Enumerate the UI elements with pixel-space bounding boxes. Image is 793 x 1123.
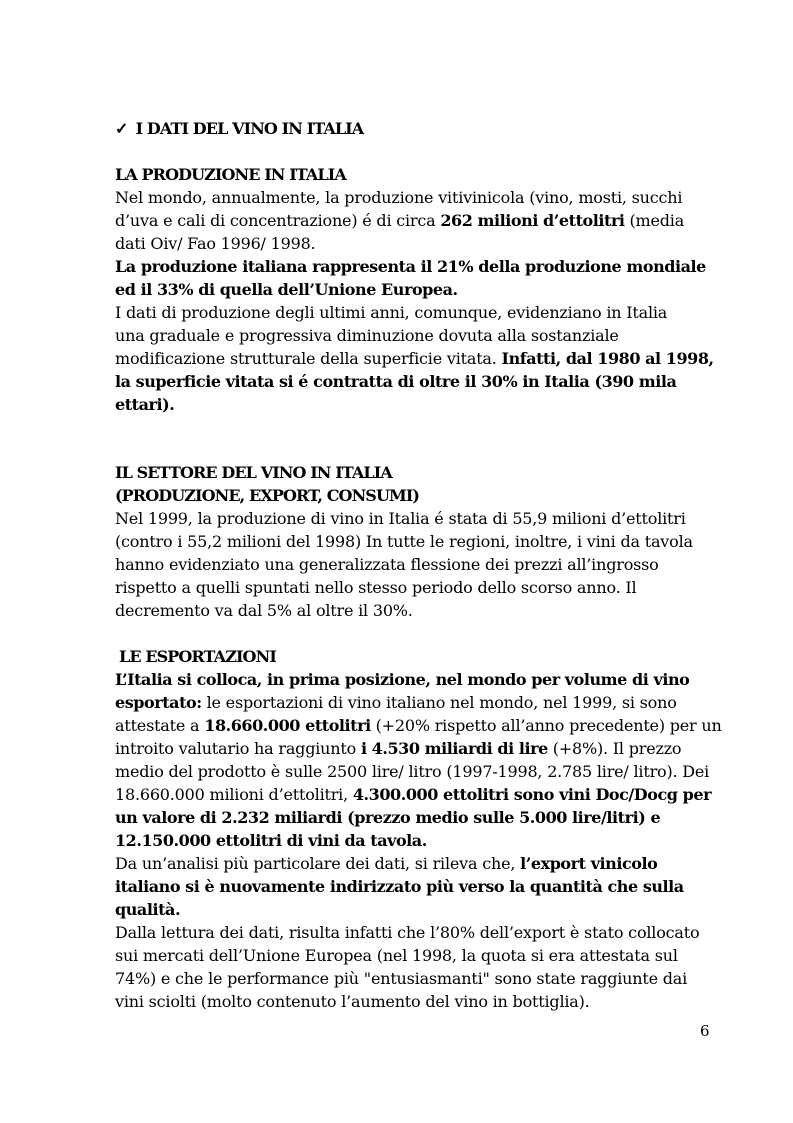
text-line: hanno evidenziato una generalizzata flessione dei prezzi all’ingrosso xyxy=(115,555,659,574)
section-esportazioni xyxy=(115,645,725,1013)
text-line: rispetto a quelli spuntati nello stesso periodo dello scorso anno. Il xyxy=(115,578,637,597)
text-line: ettari). xyxy=(115,395,175,414)
section-subheading: (PRODUZIONE, EXPORT, CONSUMI) xyxy=(115,486,420,505)
text-line: ed il 33% di quella dell’Unione Europea. xyxy=(115,280,458,299)
text-line: la superficie vitata si é contratta di oltre il 30% in Italia (390 mila xyxy=(115,372,677,391)
text-line: una graduale e progressiva diminuzione dovuta alla sostanziale xyxy=(115,326,619,345)
text-line: qualità. xyxy=(115,900,181,919)
section-heading: LE ESPORTAZIONI xyxy=(119,647,276,666)
text-line: Nel 1999, la produzione di vino in Italia é stata di 55,9 milioni d’ettolitri xyxy=(115,509,686,528)
text-line: medio del prodotto è sulle 2500 lire/ litro (1997-1998, 2.785 lire/ litro). Dei xyxy=(115,762,710,781)
text-line: 12.150.000 ettolitri di vini da tavola. xyxy=(115,831,427,850)
text-line: introito valutario ha raggiunto i 4.530 miliardi di lire (+8%). Il prezzo xyxy=(115,739,682,758)
section-heading: LA PRODUZIONE IN ITALIA xyxy=(115,165,346,184)
text-line: sui mercati dell’Unione Europea (nel 1998, la quota si era attestata sul xyxy=(115,946,678,965)
text-line: decremento va dal 5% al oltre il 30%. xyxy=(115,601,413,620)
text-line: modificazione strutturale della superficie vitata. Infatti, dal 1980 al 1998, xyxy=(115,349,714,368)
title-text: I DATI DEL VINO IN ITALIA xyxy=(135,119,364,138)
page-number: 6 xyxy=(700,1022,710,1040)
section-heading: IL SETTORE DEL VINO IN ITALIA xyxy=(115,463,392,482)
text-line: un valore di 2.232 miliardi (prezzo medio sulle 5.000 lire/litri) e xyxy=(115,808,661,827)
text-line: d’uva e cali di concentrazione) é di circa 262 milioni d’ettolitri (media xyxy=(115,211,685,230)
section-produzione xyxy=(115,163,725,416)
text-line: italiano si è nuovamente indirizzato più verso la quantità che sulla xyxy=(115,877,684,896)
text-line: 74%) e che le performance più "entusiasmanti" sono state raggiunte dai xyxy=(115,969,688,988)
text-line: vini sciolti (molto contenuto l’aumento del vino in bottiglia). xyxy=(115,992,590,1011)
text-line: Dalla lettura dei dati, risulta infatti che l’80% dell’export è stato collocato xyxy=(115,923,700,942)
text-line: Nel mondo, annualmente, la produzione vitivinicola (vino, mosti, succhi xyxy=(115,188,683,207)
text-line: esportato: le esportazioni di vino italiano nel mondo, nel 1999, si sono xyxy=(115,693,677,712)
document-title xyxy=(115,117,725,140)
text-line: Da un’analisi più particolare dei dati, si rileva che, l’export vinicolo xyxy=(115,854,658,873)
text-line: La produzione italiana rappresenta il 21% della produzione mondiale xyxy=(115,257,706,276)
section-settore xyxy=(115,461,725,622)
text-line: (contro i 55,2 milioni del 1998) In tutte le regioni, inoltre, i vini da tavola xyxy=(115,532,693,551)
text-line: dati Oiv/ Fao 1996/ 1998. xyxy=(115,234,316,253)
text-line: attestate a 18.660.000 ettolitri (+20% rispetto all’anno precedente) per un xyxy=(115,716,722,735)
checkmark-icon: ✓ xyxy=(115,119,128,138)
text-line: L’Italia si colloca, in prima posizione, nel mondo per volume di vino xyxy=(115,670,690,689)
text-line: 18.660.000 milioni d’ettolitri, 4.300.000 ettolitri sono vini Doc/Docg per xyxy=(115,785,712,804)
text-line: I dati di produzione degli ultimi anni, comunque, evidenziano in Italia xyxy=(115,303,668,322)
